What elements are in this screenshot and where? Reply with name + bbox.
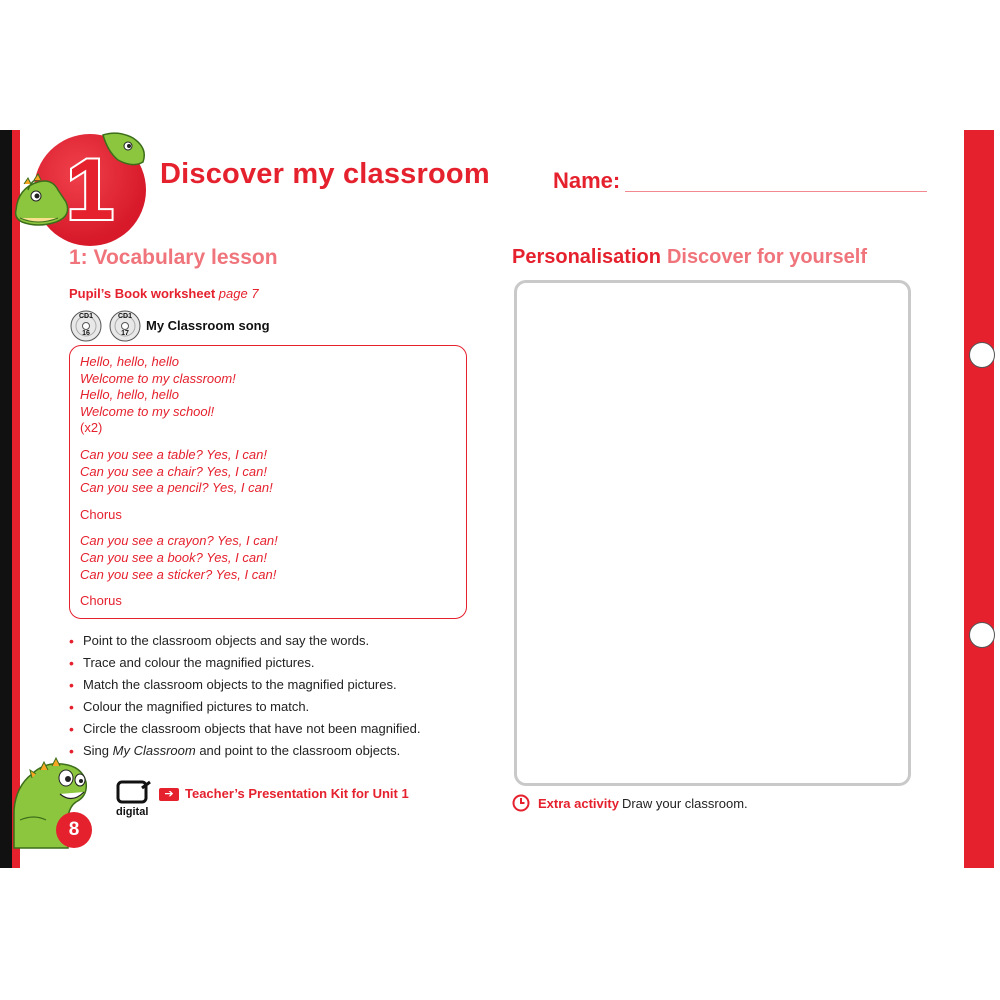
lyrics-verse-2	[80, 447, 456, 497]
binder-hole-bottom	[969, 622, 995, 648]
extra-activity-text: Draw your classroom.	[621, 796, 748, 811]
personalisation-heading	[512, 246, 867, 269]
lyric-line: Welcome to my classroom!	[80, 370, 236, 386]
lyric-repeat: (x2)	[80, 420, 103, 436]
personalisation-title: Personalisation	[512, 246, 661, 268]
lyric-line: Can you see a book? Yes, I can!	[80, 549, 267, 565]
lyric-line: Can you see a crayon? Yes, I can!	[80, 533, 278, 549]
lyric-line: Hello, hello, hello	[80, 354, 180, 369]
instruction-item: • Match the classroom objects to the magnified pictures.	[69, 674, 420, 696]
page-number: 8	[56, 812, 92, 848]
lyric-line: Can you see a pencil? Yes, I can!	[80, 480, 273, 496]
cd-disc-label: CD1	[117, 313, 132, 320]
song-title: My Classroom song	[146, 318, 270, 333]
page-title: Discover my classroom	[160, 158, 490, 190]
lyric-line: Can you see a sticker? Yes, I can!	[80, 566, 277, 582]
instruction-item: • Trace and colour the magnified pictures.	[69, 652, 420, 674]
instruction-text: Sing	[83, 743, 113, 758]
right-red-border	[964, 130, 994, 868]
instruction-item: • Colour the magnified pictures to match.	[69, 696, 420, 718]
lyric-line: Welcome to my school!	[80, 403, 215, 419]
instruction-item: • Circle the classroom objects that have not been magnified.	[69, 718, 420, 740]
extra-activity-label: Extra activity	[538, 796, 619, 811]
drawing-area[interactable]	[514, 280, 911, 786]
instruction-item: • Point to the classroom objects and say the words.	[69, 630, 420, 652]
presentation-kit-link[interactable]	[159, 786, 409, 801]
lyric-line: Hello, hello, hello	[80, 387, 180, 403]
worksheet-page	[0, 130, 1000, 868]
instruction-list	[69, 630, 420, 762]
extra-activity	[512, 794, 748, 812]
lyric-line: Can you see a table? Yes, I can!	[80, 446, 267, 462]
instruction-item	[69, 740, 420, 762]
cd-track-17-icon	[109, 310, 141, 342]
digital-label: digital	[116, 806, 149, 818]
cd-disc-label: CD1	[78, 313, 93, 320]
cd-track-label: 16	[82, 330, 90, 337]
presentation-kit-text: Teacher’s Presentation Kit for Unit 1	[185, 786, 409, 801]
name-field-line[interactable]	[625, 191, 927, 192]
cd-track-label: 17	[121, 330, 129, 337]
worksheet-label: Pupil’s Book worksheet	[69, 286, 216, 301]
lyrics-verse-1	[80, 354, 456, 437]
right-page-edge	[994, 130, 1000, 868]
lyrics-chorus: Chorus	[80, 593, 122, 609]
clock-icon	[512, 794, 530, 812]
binder-hole-top	[969, 342, 995, 368]
song-name-italic: My Classroom	[112, 743, 196, 758]
lyrics-verse-3	[80, 533, 456, 583]
lyrics-chorus: Chorus	[80, 506, 122, 522]
lyric-line: Can you see a chair? Yes, I can!	[80, 463, 267, 479]
unit-number: 1	[66, 142, 114, 238]
instruction-text: and point to the classroom objects.	[195, 743, 401, 758]
name-label: Name:	[553, 168, 621, 193]
personalisation-subtitle: Discover for yourself	[666, 246, 868, 268]
arrow-right-icon: ➔	[159, 788, 179, 801]
worksheet-page: page 7	[218, 286, 259, 301]
vocabulary-lesson-heading: 1: Vocabulary lesson	[69, 246, 278, 269]
worksheet-reference	[69, 286, 259, 301]
cd-track-16-icon	[70, 310, 102, 342]
song-lyrics-box	[69, 345, 467, 619]
